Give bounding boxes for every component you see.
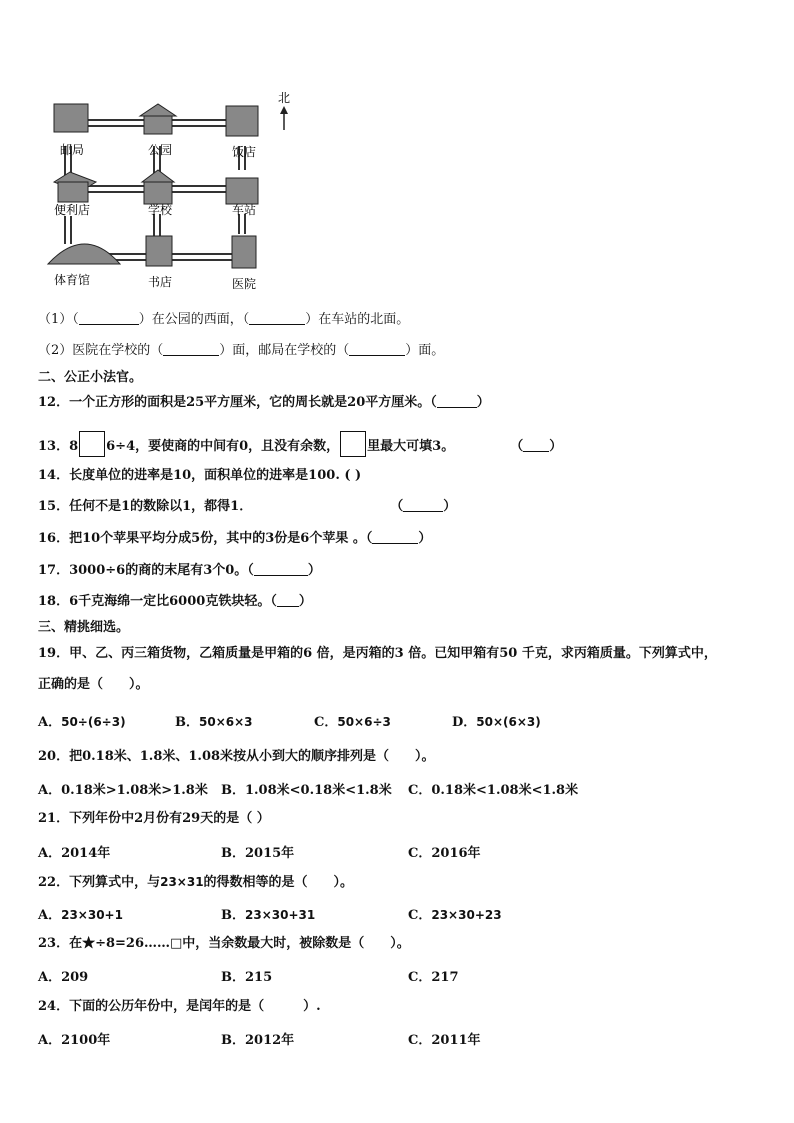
answer-blank[interactable] xyxy=(403,498,443,512)
answer-blank[interactable] xyxy=(372,530,418,544)
answer-blank[interactable] xyxy=(254,562,308,576)
label-youju: 邮局 xyxy=(60,143,85,157)
north-arrow xyxy=(278,91,290,130)
section-2-title: 二、公正小法官。 xyxy=(38,370,143,385)
question-17: 17．3000÷6的商的末尾有3个0。（ ） xyxy=(38,563,321,578)
answer-blank[interactable] xyxy=(349,342,405,356)
hotel-building xyxy=(226,106,258,136)
school-roof xyxy=(142,170,174,182)
answer-blank[interactable] xyxy=(163,342,219,356)
label-xuexiao: 学校 xyxy=(148,203,173,217)
q20-option-a[interactable]: A．0.18米>1.08米>1.8米 xyxy=(38,783,208,798)
map-labels xyxy=(54,142,256,291)
answer-blank[interactable] xyxy=(437,394,477,408)
q22-option-b[interactable]: B．23×30+31 xyxy=(221,908,316,923)
q19-option-c[interactable]: C．50×6÷3 xyxy=(314,715,391,730)
q21-option-c[interactable]: C．2016年 xyxy=(408,846,481,861)
q23-option-b[interactable]: B．215 xyxy=(221,970,273,985)
q24-option-c[interactable]: C．2011年 xyxy=(408,1033,481,1048)
digit-box[interactable] xyxy=(79,431,105,457)
question-15: 15．任何不是1的数除以1，都得1． （ ） xyxy=(38,499,457,514)
q20-option-b[interactable]: B．1.08米<0.18米<1.8米 xyxy=(221,783,392,798)
answer-blank[interactable] xyxy=(523,438,549,452)
label-yiyuan: 医院 xyxy=(232,277,257,291)
question-13: 13．8 6÷4，要使商的中间有0，且没有余数， 里最大可填3。 （ ） xyxy=(38,431,774,457)
label-shudian: 书店 xyxy=(148,275,173,289)
q23-option-a[interactable]: A．209 xyxy=(38,970,89,985)
question-20: 20．把0.18米、1.8米、1.08米按从小到大的顺序排列是（ ）。 xyxy=(38,749,435,764)
hospital-building xyxy=(232,236,256,268)
q19-option-a[interactable]: A．50÷(6÷3) xyxy=(38,715,126,730)
q23-option-c[interactable]: C．217 xyxy=(408,970,459,985)
answer-blank[interactable] xyxy=(79,311,139,325)
question-19-line2: 正确的是（ ）。 xyxy=(38,677,149,692)
map-question-2: （2）医院在学校的（ ）面，邮局在学校的（ ）面。 xyxy=(38,343,445,358)
label-tiyuguan: 体育馆 xyxy=(54,273,91,287)
post-office-building xyxy=(54,104,88,132)
store-building xyxy=(58,182,88,202)
question-14: 14．长度单位的进率是10，面积单位的进率是100. ( ) xyxy=(38,468,362,483)
label-gongyuan: 公园 xyxy=(148,143,173,157)
q24-option-b[interactable]: B．2012年 xyxy=(221,1033,295,1048)
bookstore-building xyxy=(146,236,172,266)
station-building xyxy=(226,178,258,204)
label-fandian: 饭店 xyxy=(232,145,257,159)
question-19-line1: 19．甲、乙、丙三箱货物，乙箱质量是甲箱的6 倍，是丙箱的3 倍。已知甲箱有50 千克，求丙箱质量。下列算式中， xyxy=(38,646,717,661)
section-3-title: 三、精挑细选。 xyxy=(38,620,130,635)
answer-blank[interactable] xyxy=(277,593,299,607)
q21-option-a[interactable]: A．2014年 xyxy=(38,846,111,861)
question-24: 24．下面的公历年份中，是闰年的是（ ）. xyxy=(38,999,321,1014)
label-bianlidian: 便利店 xyxy=(54,203,91,217)
park-building xyxy=(144,116,172,134)
label-chezhan: 车站 xyxy=(232,203,257,217)
school-building xyxy=(144,182,172,204)
question-18: 18．6千克海绵一定比6000克铁块轻。（ ） xyxy=(38,594,312,609)
buildings xyxy=(48,104,258,268)
gym-building xyxy=(48,244,120,264)
q22-option-a[interactable]: A．23×30+1 xyxy=(38,908,123,923)
north-label: 北 xyxy=(278,91,291,105)
question-23: 23．在★÷8=26……□中，当余数最大时，被除数是（ ）。 xyxy=(38,936,410,951)
question-16: 16．把10个苹果平均分成5份，其中的3份是6个苹果 。（ ） xyxy=(38,531,432,546)
map-question-1: （1）（ ）在公园的西面，（ ）在车站的北面。 xyxy=(38,312,410,327)
q19-option-d[interactable]: D．50×(6×3) xyxy=(452,715,541,730)
map-figure xyxy=(40,86,300,296)
q22-option-c[interactable]: C．23×30+23 xyxy=(408,908,502,923)
q19-option-b[interactable]: B．50×6×3 xyxy=(175,715,253,730)
digit-box[interactable] xyxy=(340,431,366,457)
answer-blank[interactable] xyxy=(249,311,305,325)
q20-option-c[interactable]: C．0.18米<1.08米<1.8米 xyxy=(408,783,579,798)
q21-option-b[interactable]: B．2015年 xyxy=(221,846,295,861)
question-21: 21．下列年份中2月份有29天的是（ ） xyxy=(38,811,270,826)
park-roof xyxy=(140,104,176,116)
q24-option-a[interactable]: A．2100年 xyxy=(38,1033,111,1048)
question-12: 12．一个正方形的面积是25平方厘米，它的周长就是20平方厘米。（ ） xyxy=(38,395,490,410)
question-22: 22．下列算式中，与23×31的得数相等的是（ ）。 xyxy=(38,875,354,890)
